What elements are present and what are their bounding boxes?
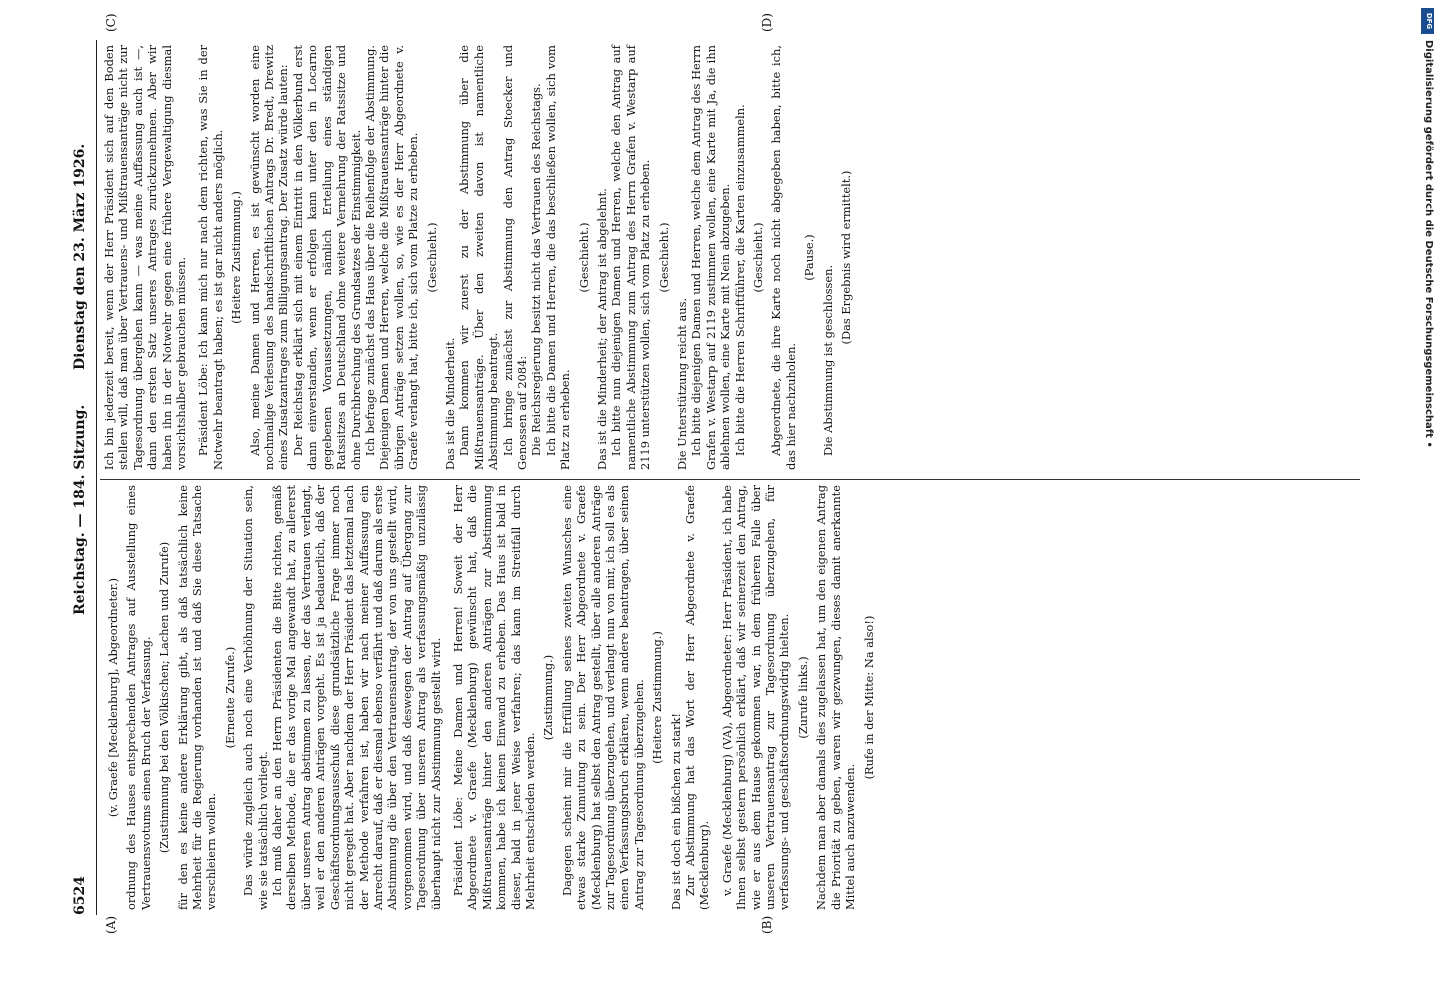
interjection: (Geschieht.)	[424, 222, 439, 293]
interjection: (Geschieht.)	[751, 222, 766, 293]
paragraph: Das ist die Minderheit.	[442, 337, 457, 470]
interjection: (Heitere Zustimmung.)	[229, 191, 244, 324]
interjection: (Rufe in der Mitte: Na also!)	[861, 615, 876, 780]
paragraph: Ich bringe zunächst zur Abstimmung den Antrag Stoecker und Genossen auf 2084:	[500, 45, 529, 470]
margin-mark-d: (D)	[760, 13, 774, 32]
quoted-motion: Der Reichstag erklärt sich mit einem Eintritt in den Völkerbund erst dann einverstanden, wenn er erfolgen kann unter den in Locarno gegebenen Voraussetzungen, nämlich Erteilung eines ständigen Ratssitzes an Deutschland ohne weitere Vermehrung der Ratssitze und ohne Durchbrechung des Grundsatzes der Einstimmigkeit.	[290, 45, 363, 470]
president-speech: Präsident Löbe: Meine Damen und Herren! Soweit der Herr Abgeordnete v. Graefe (Mecklenburg) gewünscht hat, daß die Mißtrauensanträge hinter den anderen Anträgen zur Abstimmung kommen, habe ich keinen Einwand zu erheben. Das Haus ist bald in dieser, bald in jener Weise verfahren; das kann im Streitfall durch Mehrheit entschieden werden.	[450, 485, 537, 910]
header-rule	[96, 40, 97, 915]
interjection: (Pause.)	[802, 234, 817, 281]
margin-mark-c: (C)	[104, 13, 118, 32]
interjection: (Das Ergebnis wird ermittelt.)	[839, 170, 854, 345]
paragraph: Ich bin jederzeit bereit, wenn der Herr Präsident sich auf den Boden stellen will, daß man über Vertrauens- und Mißtrauensanträge nicht zur Tagesordnung übergehen kann — was meine Auffassung auch ist —, dann den ersten Satz unseres Antrages zurückzunehmen. Aber wir haben ihn in der Notwehr gegen eine frühere Vergewaltigung diesmal vorsichtshalber gebrauchen müssen.	[102, 45, 189, 470]
margin-mark-a: (A)	[104, 915, 118, 934]
paragraph: Dagegen scheint mir die Erfüllung seines zweiten Wunsches eine etwas starke Zumutung zu sein. Der Herr Abgeordnete v. Graefe (Mecklenburg) hat selbst den Antrag gestellt, über alle anderen Anträge zur Tagesordnung überzugehen, und verlangt nun von mir, ich soll es als einen Verfassungsbruch erklären, wenn andere beantragen, über seinen Antrag zur Tagesordnung überzugehen.	[559, 485, 646, 910]
speaker-note: (v. Graefe [Mecklenburg], Abgeordneter.)	[106, 577, 120, 818]
interjection: (Heitere Zustimmung.)	[650, 631, 665, 764]
column-divider	[100, 479, 1360, 480]
left-column	[102, 485, 880, 910]
paragraph: für den es keine andere Erklärung gibt, als daß tatsächlich keine Mehrheit für die Regierung vorhanden ist und daß Sie diese Tatsache verschleiern wollen.	[175, 485, 219, 910]
paragraph: Ich bitte die Herren Schriftführer, die Karten einzusammeln.	[732, 104, 747, 456]
president-speech: Präsident Löbe: Ich kann mich nur nach dem richten, was Sie in der Notwehr beantragt haben; es ist gar nicht anders möglich.	[196, 45, 225, 470]
paragraph: Abgeordnete, die ihre Karte noch nicht abgegeben haben, bitte ich, das hier nachzuholen.	[769, 45, 798, 470]
margin-mark-b: (B)	[760, 915, 774, 934]
paragraph: Ich muß daher an den Herrn Präsidenten die Bitte richten, gemäß derselben Methode, die er das vorige Mal angewandt hat, zu allererst über unseren Antrag abstimmen zu lassen, der das Vertrauen verlangt, weil er den anderen Anträgen vorgeht. Es ist ja bedauerlich, daß der Geschäftsordnungsausschuß diese grundsätzliche Frage immer noch nicht geregelt hat. Aber nachdem der Herr Präsident das letztemal nach der Methode verfahren ist, haben wir nach meiner Auffassung ein Anrecht darauf, daß er diesmal ebenso verfährt und daß darum als erste Abstimmung die über den Vertrauensantrag, der von uns gestellt wird, vorgenommen wird, und daß deswegen der Antrag auf Übergang zur Tagesordnung über unseren Antrag als verfassungsmäßig unzulässig überhaupt nicht zur Abstimmung gestellt wird.	[270, 485, 443, 910]
paragraph: Das ist doch ein bißchen zu stark!	[668, 713, 683, 910]
paragraph: Ich bitte nun diejenigen Damen und Herren, welche den Antrag auf namentliche Abstimmung zum Antrag des Herrn Grafen v. Westarp auf 2119 unterstützen wollen, sich vom Platz zu erheben.	[609, 45, 653, 470]
interjection: (Zustimmung bei den Völkischen; Lachen und Zurufe)	[157, 541, 172, 854]
quoted-motion: Die Reichsregierung besitzt nicht das Vertrauen des Reichstags.	[529, 83, 544, 456]
interjection: (Zustimmung.)	[541, 654, 556, 741]
digitization-credit: Digitalisierung gefördert durch die Deutsche Forschungsgemeinschaft •	[1423, 40, 1434, 448]
paragraph: Ich bitte diejenigen Damen und Herren, welche dem Antrag des Herrn Grafen v. Westarp auf 2119 zustimmen wollen, eine Karte mit Ja, die ihn ablehnen wollen, eine Karte mit Nein abzugeben.	[689, 45, 733, 470]
paragraph: Ich befrage zunächst das Haus über die Reihenfolge der Abstimmung. Diejenigen Damen und Herren, welche die Mißtrauensanträge hinter die übrigen Anträge setzen wollen, so, wie es der Herr Abgeordnete v. Graefe verlangt hat, bitte ich, sich vom Platze zu erheben.	[362, 45, 421, 470]
paragraph: Die Abstimmung ist geschlossen.	[820, 264, 835, 456]
right-column	[102, 45, 858, 470]
dfg-logo: DFG	[1421, 8, 1434, 34]
session-date: Dienstag den 23. März 1926.	[72, 143, 88, 370]
page-number: 6524	[72, 876, 88, 915]
interjection: (Geschieht.)	[656, 222, 671, 293]
speaker-speech: v. Graefe (Mecklenburg) (VA), Abgeordneter: Herr Präsident, ich habe Ihnen selbst gestern persönlich erklärt, daß wir seinerzeit den Antrag, wie er aus dem Hause gekommen war, in dem früheren Falle über unseren Vertrauensantrag zur Tagesordnung überzugehen, für verfassungs- und geschäftsordnungswidrig hielten.	[719, 485, 792, 910]
paragraph: Also, meine Damen und Herren, es ist gewünscht worden eine nochmalige Verlesung des handschriftlichen Antrags Dr. Bredt, Drewitz eines Zusatzantrages zum Billigungsantrag. Der Zusatz würde lauten:	[247, 45, 291, 470]
paragraph: Das ist die Minderheit; der Antrag ist abgelehnt.	[595, 188, 609, 470]
paragraph: Nachdem man aber damals dies zugelassen hat, um den eigenen Antrag die Priorität zu geben, waren wir gezwungen, dieses damit anerkannte Mittel auch anzuwenden.	[814, 485, 858, 910]
paragraph: Zur Abstimmung hat das Wort der Herr Abgeordnete v. Graefe (Mecklenburg).	[683, 485, 712, 910]
interjection: (Geschieht.)	[576, 222, 591, 293]
paragraph: ordnung des Hauses entsprechenden Antrages auf Ausstellung eines Vertrauensvotums einen Bruch der Verfassung.	[124, 485, 153, 910]
rotated-document	[60, 0, 1380, 990]
interjection: (Zurufe links.)	[795, 656, 810, 739]
interjection: (Erneute Zurufe.)	[222, 646, 237, 749]
paragraph: Die Unterstützung reicht aus.	[675, 297, 690, 470]
session-title: Reichstag. — 184. Sitzung.	[72, 404, 88, 615]
paragraph: Das würde zugleich auch noch eine Verhöhnung der Situation sein, wie sie tatsächlich vorliegt.	[241, 485, 270, 910]
paragraph: Ich bitte die Damen und Herren, die das beschließen wollen, sich vom Platz zu erheben.	[543, 45, 573, 470]
paragraph: Dann kommen wir zuerst zu der Abstimmung über die Mißtrauensanträge. Über den zweiten davon ist namentliche Abstimmung beantragt.	[457, 45, 501, 470]
page-header	[72, 45, 94, 915]
